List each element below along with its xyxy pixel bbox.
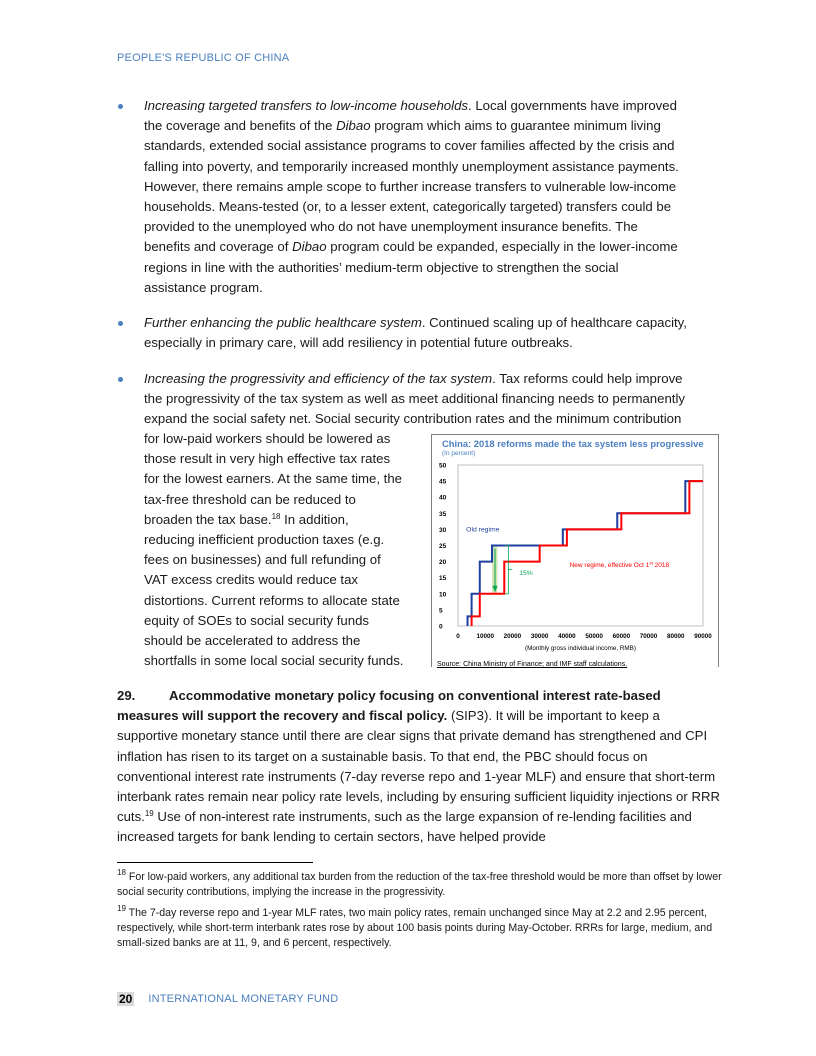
x-tick-label: 50000 (585, 633, 603, 640)
y-tick-label: 15 (439, 575, 447, 583)
y-tick-label: 20 (439, 559, 447, 567)
paragraph-lead: Accommodative monetary policy focusing on conventional interest rate-based measures will support the recovery and fiscal policy. (117, 688, 661, 724)
y-tick-label: 5 (439, 607, 443, 615)
tax-progressivity-chart (431, 434, 719, 667)
y-tick-label: 10 (439, 591, 447, 599)
paragraph-29: 29. Accommodative monetary policy focusing on conventional interest rate-based measures will support the recovery and fiscal policy. (SIP3). It will be important to keep a supportive monetary stance until there are clear signs that private demand has strengthened and CPI inflation has risen to its target on a sustainable basis. To that end, the PBC should focus on conventional interest rate instruments (7-day reverse repo and 1-year MLF) and ensure that short-term interbank rates remain near policy rate levels, including by ensuring sufficient liquidity injections or RRR cuts.$^{19}$ Use of non-interest rate instruments, such as the large expansion of re-lending facilities and increased targets for bank lending to certain sectors, have helped provide (117, 688, 721, 845)
x-tick-label: 10000 (476, 633, 494, 640)
bullet-icon (118, 104, 123, 109)
x-axis-label: (Monthly gross individual income, RMB) (525, 645, 636, 652)
footnote-18: $^{18}$ For low-paid workers, any additional tax burden from the reduction of the tax-free threshold would be more than offset by lower social security contributions, implying the increase in the progressivity. (117, 868, 722, 898)
bullet-lead: Increasing targeted transfers to low-income households (144, 98, 469, 113)
x-tick-label: 0 (456, 633, 460, 640)
old-regime-line (468, 481, 703, 626)
x-tick-label: 80000 (667, 633, 685, 640)
footnote-ref-19[interactable]: 19 (144, 809, 154, 819)
x-tick-label: 70000 (639, 633, 658, 640)
chart-plot (432, 435, 718, 667)
y-tick-label: 25 (439, 543, 447, 550)
chart-subtitle: (In percent) (442, 450, 476, 457)
chart-source: Source: China Ministry of Finance; and IMF staff calculations. (437, 661, 628, 668)
chart-title: China: 2018 reforms made the tax system less progressive (442, 438, 704, 449)
footer-publisher: INTERNATIONAL MONETARY FUND (148, 993, 339, 1005)
bullet-lead: Further enhancing the public healthcare system (144, 315, 422, 330)
y-tick-label: 30 (439, 526, 447, 534)
x-tick-label: 20000 (503, 633, 522, 640)
pct-annotation: 15% (519, 569, 533, 577)
running-header: PEOPLE'S REPUBLIC OF CHINA (117, 52, 290, 64)
old-regime-label: Old regime (466, 526, 500, 534)
x-tick-label: 90000 (694, 633, 712, 640)
y-tick-label: 0 (439, 623, 443, 631)
new-regime-label: New regime, effective Oct 1st 2018 (569, 560, 670, 569)
x-tick-label: 60000 (612, 633, 631, 640)
footnote-divider (117, 862, 313, 863)
bullet-healthcare: Further enhancing the public healthcare system. Continued scaling up of healthcare capacity, especially in primary care, will add resiliency in potential future outbreaks. (118, 313, 724, 353)
y-tick-label: 40 (439, 494, 447, 502)
page-number: 20 (119, 992, 133, 1006)
footnote-ref-18[interactable]: 18 (271, 511, 281, 521)
bullet-targeted-transfers: Increasing targeted transfers to low-income households. Local governments have improved the coverage and benefits of the Dibao program which aims to guarantee minimum living standards, extended social assistance programs to cover families affected by the crisis and falling into poverty, and temporarily increased monthly unemployment assistance payments. However, there remains ample scope to further increase transfers to vulnerable low-income households. Means-tested (or, to a lesser extent, categorically targeted) transfers could be provided to the unemployed who do not have unemployment insurance benefits. The benefits and coverage of Dibao program could be expanded, especially in the lower-income regions in line with the authorities’ medium-term objective to strengthen the social assistance program. (118, 96, 724, 298)
paragraph-number: 29. (117, 688, 136, 703)
bracket (505, 546, 509, 594)
footnote-19: $^{19}$ The 7-day reverse repo and 1-year MLF rates, two main policy rates, remain unchanged since May at 2.2 and 2.95 percent, respectively, while short-term interbank rates rose by about 100 basis points during May-October. RRRs for large, medium, and small-sized banks are at 11, 9, and 6 percent, respectively. (117, 904, 713, 949)
bullet-icon (118, 377, 123, 382)
bullet-icon (118, 321, 123, 326)
new-regime-line (472, 481, 703, 626)
bullet-tax-system: Increasing the progressivity and efficiency of the tax system. Tax reforms could help improve the progressivity of the tax system as well as meet additional financing needs to permanently expand the social safety net. Social security contribution rates and the minimum contribution (118, 369, 724, 430)
y-tick-label: 35 (439, 510, 447, 518)
y-tick-label: 45 (439, 478, 447, 486)
bullet-lead: Increasing the progressivity and efficiency of the tax system (144, 371, 493, 386)
page-footer (117, 992, 338, 1006)
x-tick-label: 30000 (530, 633, 549, 640)
x-tick-label: 40000 (558, 633, 576, 640)
bullet-tax-system-wrap: for low-paid workers should be lowered as those result in very high effective tax rates for the lowest earners. At the same time, the tax-free threshold can be reduced to broaden the tax base.$^{18}$ In addition, reducing inefficient production taxes (e.g. fees on businesses) and full refunding of VAT excess credits would reduce tax distortions. Current reforms to allocate state equity of SOEs to social security funds should be accelerated to address the shortfalls in some local social security funds. (144, 431, 404, 669)
y-tick-label: 50 (439, 462, 447, 470)
